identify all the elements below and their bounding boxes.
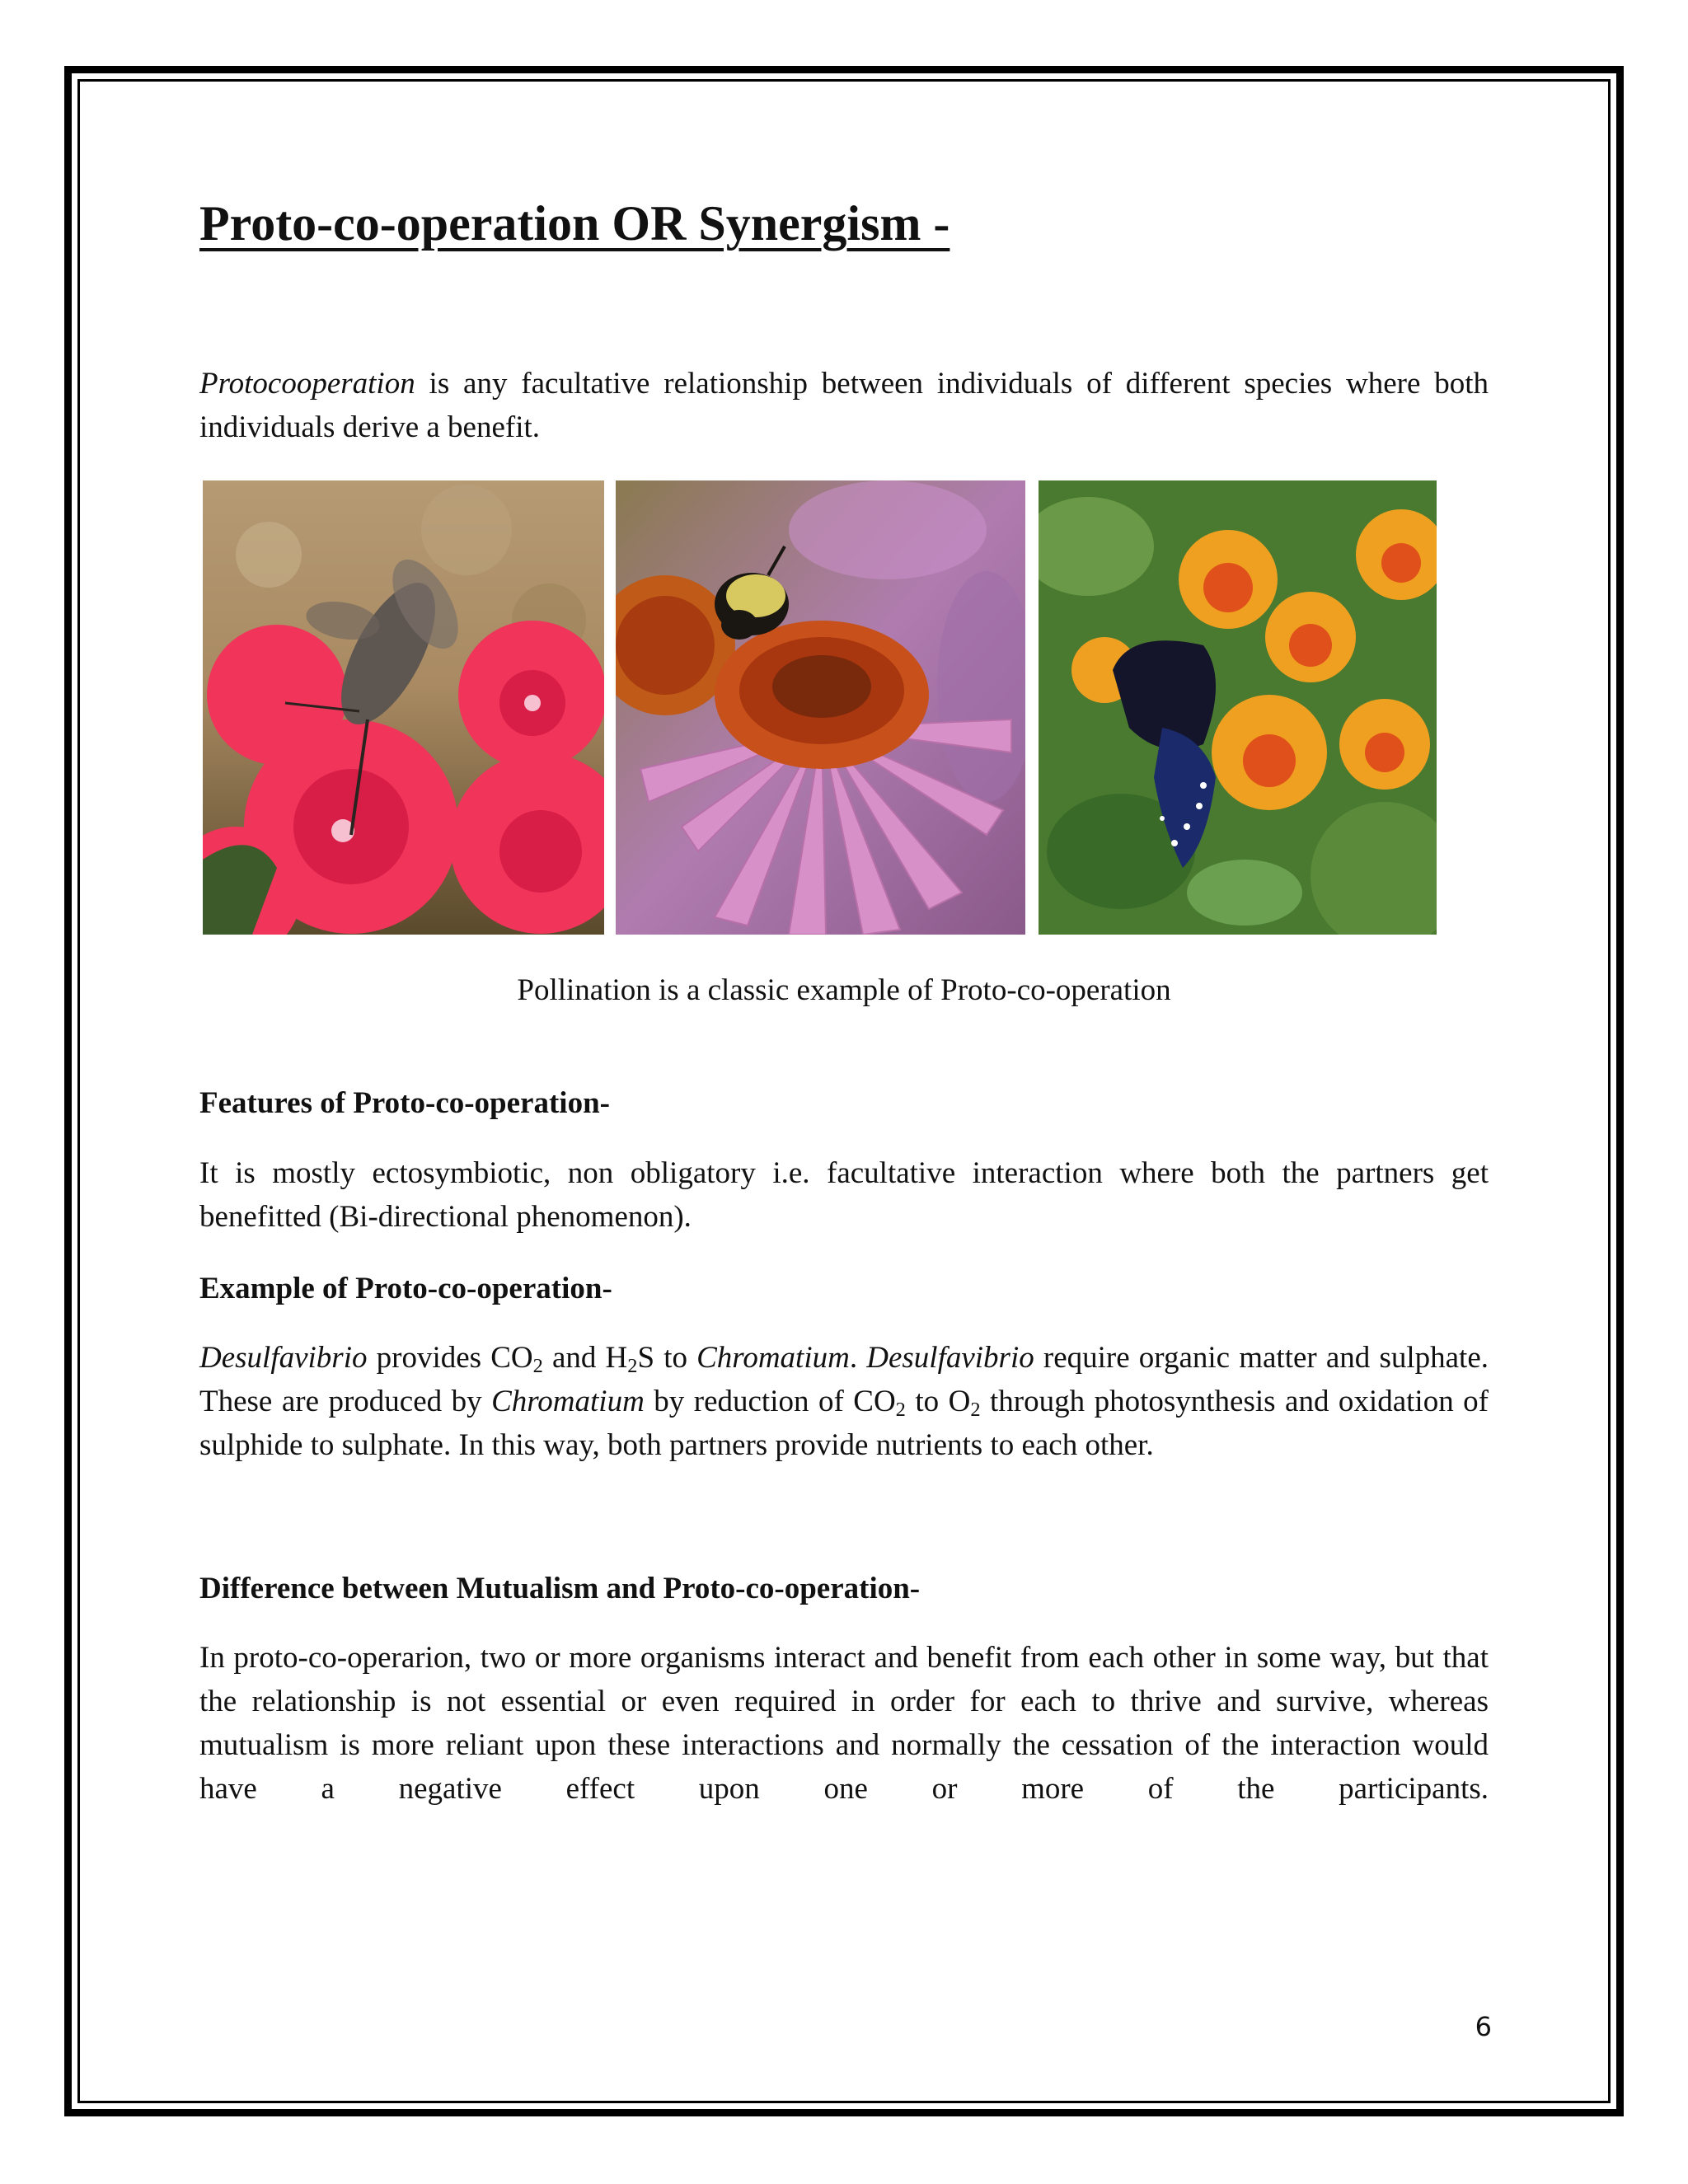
- figure-caption: Pollination is a classic example of Proto-co-operation: [517, 973, 1171, 1007]
- page-title: Proto-co-operation OR Synergism -: [199, 196, 950, 251]
- intro-text: is any facultative relationship between individuals of different species where both individuals derive a benefit.: [199, 367, 1489, 444]
- example-text: to O: [905, 1385, 971, 1418]
- page-number: 6: [1475, 2011, 1492, 2042]
- butterfly-on-milkweed-photo: [1039, 480, 1437, 935]
- organism-name: Desulfavibrio: [866, 1341, 1034, 1375]
- example-text: require organic matter and sulphate. These are produced by: [199, 1341, 1489, 1418]
- example-text: by reduction of CO: [644, 1385, 896, 1418]
- example-text: and H: [542, 1341, 628, 1375]
- bumblebee-on-coneflower-photo: [616, 480, 1025, 935]
- example-text: .: [849, 1341, 867, 1375]
- intro-paragraph: [199, 362, 1489, 449]
- organism-name: Chromatium: [696, 1341, 850, 1375]
- difference-paragraph: In proto-co-operarion, two or more organisms interact and benefit from each other in some way, but that the relationship is not essential or even required in order for each to thrive and survive, whereas mutualism is more reliant upon these interactions and normally the cessation of the interaction would have a negative effect upon one or more of the participants.: [199, 1641, 1489, 1806]
- organism-name: Desulfavibrio: [199, 1341, 368, 1375]
- example-heading: Example of Proto-co-operation-: [199, 1272, 612, 1305]
- features-heading: Features of Proto-co-operation-: [199, 1086, 610, 1120]
- example-paragraph: [199, 1336, 1489, 1467]
- subscript: 2: [970, 1399, 981, 1422]
- organism-name: Chromatium: [491, 1385, 645, 1418]
- difference-heading: Difference between Mutualism and Proto-co-operation-: [199, 1572, 921, 1605]
- hawk-moth-on-pink-flowers-photo: [203, 480, 604, 935]
- example-text: S to: [637, 1341, 697, 1375]
- subscript: 2: [532, 1355, 543, 1378]
- example-text: provides CO: [367, 1341, 533, 1375]
- subscript: 2: [627, 1355, 638, 1378]
- subscript: 2: [895, 1399, 906, 1422]
- features-paragraph: It is mostly ectosymbiotic, non obligatory i.e. facultative interaction where both the partners get benefitted (Bi-directional phenomenon).: [199, 1156, 1489, 1234]
- intro-term: Protocooperation: [199, 367, 415, 401]
- example-text: through photosynthesis and oxidation of sulphide to sulphate. In this way, both partners provide nutrients to each other.: [199, 1385, 1489, 1462]
